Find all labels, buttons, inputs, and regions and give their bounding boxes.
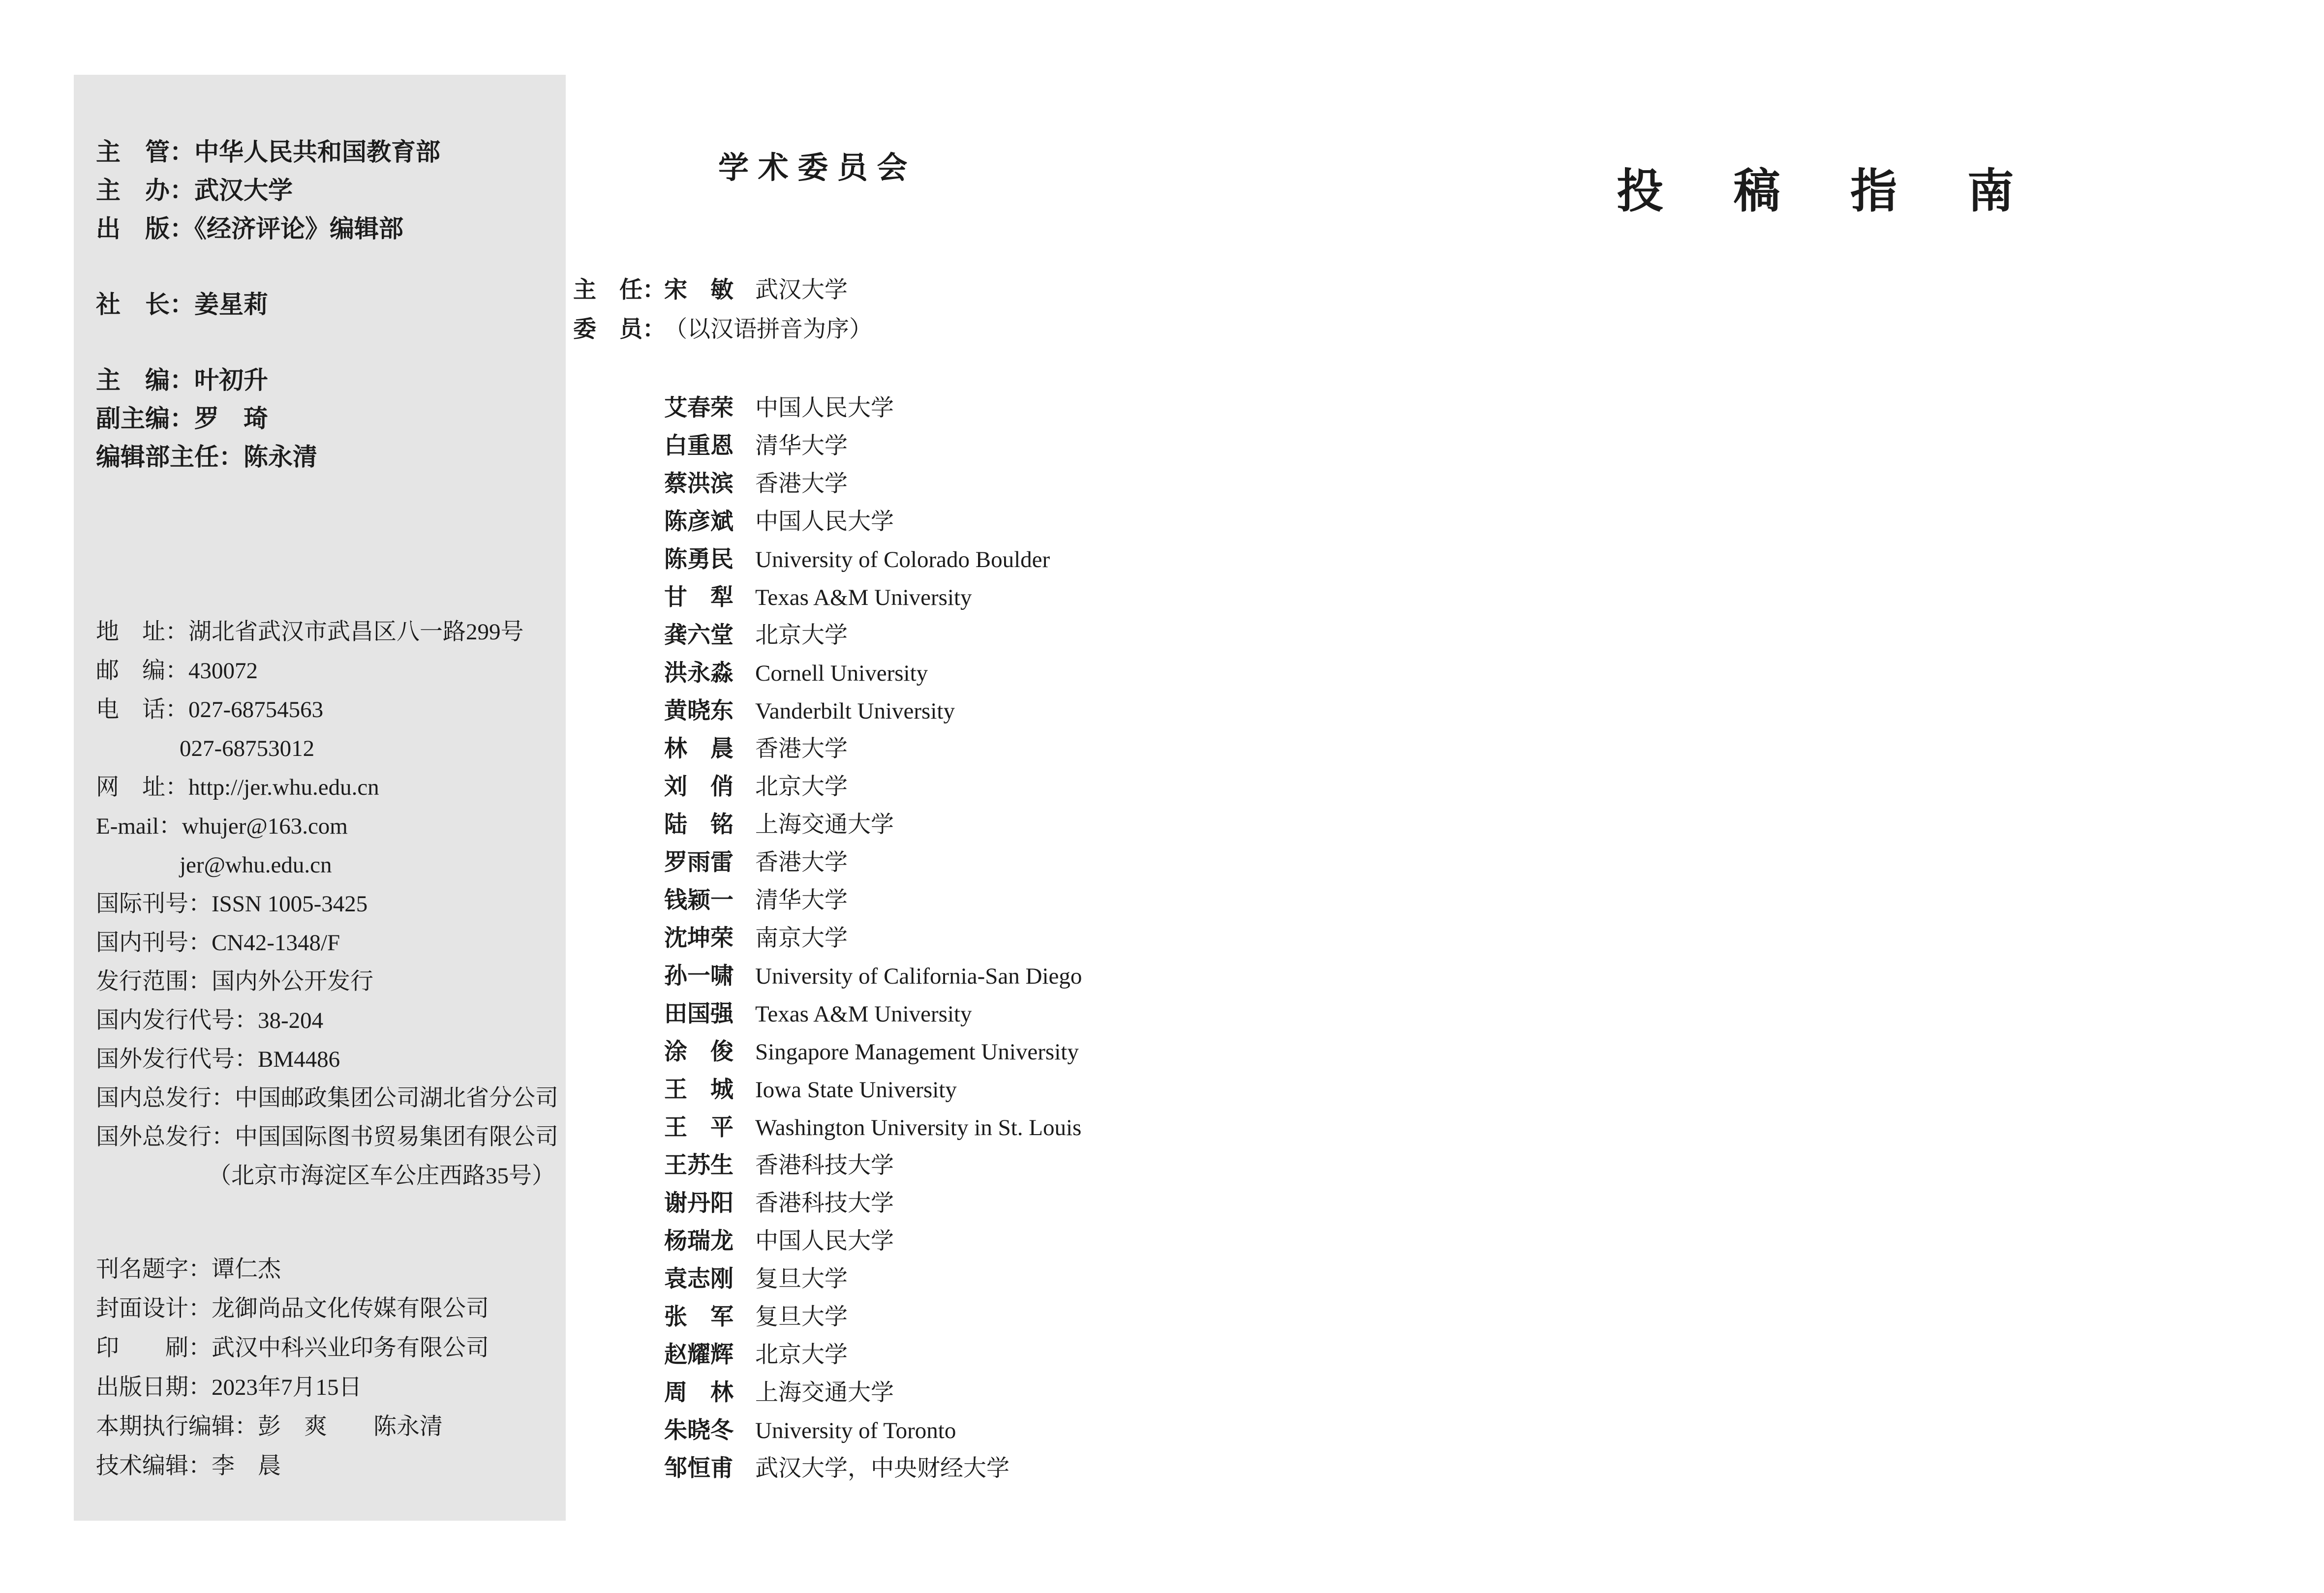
info-row <box>96 133 551 171</box>
info-value: 027-68754563 <box>188 697 324 722</box>
colon: ： <box>235 1008 258 1033</box>
member-affiliation: 中国人民大学 <box>755 509 894 535</box>
committee-member-row <box>573 806 1341 844</box>
committee-member-row <box>573 655 1341 692</box>
info-row <box>96 924 551 962</box>
member-name: 杨瑞龙 <box>664 1228 734 1254</box>
chair-label: 主 任： <box>573 277 666 303</box>
info-value: 中华人民共和国教育部 <box>194 138 440 166</box>
info-value: 中国国际图书贸易集团有限公司 <box>235 1124 558 1150</box>
committee-member-row <box>573 390 1341 427</box>
colon: ： <box>188 891 212 917</box>
info-value: 国内外公开发行 <box>212 969 373 994</box>
member-affiliation: Vanderbilt University <box>755 698 955 724</box>
colon: ： <box>165 619 188 645</box>
committee-member-row <box>573 1185 1341 1223</box>
info-value: 彭 爽 陈永清 <box>258 1414 443 1440</box>
member-name: 田国强 <box>664 1001 734 1027</box>
info-row <box>96 1407 551 1446</box>
info-label: 国内发行代号 <box>96 1008 235 1033</box>
committee-member-row <box>573 1261 1341 1298</box>
info-value: CN42-1348/F <box>212 930 340 956</box>
info-row <box>96 1118 558 1157</box>
info-label: E-mail <box>96 813 159 839</box>
info-label: 国外发行代号 <box>96 1047 235 1072</box>
production-credits-block <box>96 1250 551 1486</box>
info-value: 430072 <box>188 658 258 684</box>
info-label: 电 话 <box>96 697 165 722</box>
info-label: 本期执行编辑 <box>96 1414 235 1440</box>
info-label: 主 办 <box>96 177 170 204</box>
member-affiliation: 香港大学 <box>755 471 848 497</box>
academic-committee <box>573 128 1341 1488</box>
member-affiliation: Cornell University <box>755 660 928 686</box>
committee-member-row <box>573 617 1341 655</box>
info-row <box>96 1001 551 1040</box>
committee-member-row <box>573 1298 1341 1336</box>
member-name: 谢丹阳 <box>664 1190 734 1216</box>
colon: ： <box>235 1047 258 1072</box>
member-name: 洪永淼 <box>664 660 734 686</box>
info-row <box>96 846 551 885</box>
member-affiliation: Texas A&M University <box>755 584 972 610</box>
member-name: 赵耀辉 <box>664 1342 734 1368</box>
info-label: 国内刊号 <box>96 930 188 956</box>
committee-member-row <box>573 882 1341 920</box>
member-affiliation: 清华大学 <box>755 887 848 913</box>
info-value: 谭仁杰 <box>212 1257 281 1282</box>
info-value: 李 晨 <box>212 1453 281 1479</box>
colon: ： <box>165 697 188 722</box>
info-value: jer@whu.edu.cn <box>180 852 332 878</box>
contact-publication-block <box>96 613 558 1196</box>
colon: ： <box>170 291 194 318</box>
member-affiliation: 南京大学 <box>755 925 848 951</box>
committee-member-row <box>573 1071 1341 1109</box>
committee-chair-row <box>573 271 1341 310</box>
info-label: 国外总发行 <box>96 1124 212 1150</box>
info-value: 湖北省武汉市武昌区八一路299号 <box>188 619 524 645</box>
chair-affiliation: 武汉大学 <box>755 277 848 303</box>
info-label: 地 址 <box>96 619 165 645</box>
member-name: 白重恩 <box>664 433 734 459</box>
member-name: 罗雨雷 <box>664 849 734 875</box>
colon: ： <box>235 1414 258 1440</box>
info-value: 38-204 <box>258 1008 324 1033</box>
member-affiliation: 北京大学 <box>755 774 848 800</box>
info-value: whujer@163.com <box>182 813 348 839</box>
member-affiliation: University of Toronto <box>755 1417 956 1443</box>
member-affiliation: Texas A&M University <box>755 1001 972 1027</box>
info-value: BM4486 <box>258 1047 340 1072</box>
committee-member-row <box>573 995 1341 1033</box>
member-affiliation: 香港科技大学 <box>755 1152 894 1178</box>
member-name: 邹恒甫 <box>664 1455 734 1481</box>
committee-member-row <box>573 1223 1341 1261</box>
info-row <box>96 1289 551 1328</box>
info-label: 邮 编 <box>96 658 165 684</box>
info-value: ISSN 1005-3425 <box>212 891 368 917</box>
info-label: 刊名题字 <box>96 1257 188 1282</box>
info-label: 主 管 <box>96 138 170 166</box>
colon: ： <box>158 813 182 839</box>
info-row <box>96 768 551 807</box>
colon: ： <box>188 1296 212 1322</box>
info-row <box>96 1040 551 1079</box>
submission-guide <box>1373 127 2258 256</box>
info-row <box>96 691 551 729</box>
committee-member-row <box>573 541 1341 579</box>
committee-member-row <box>573 1033 1341 1071</box>
info-label: 国际刊号 <box>96 891 188 917</box>
info-label: 出版日期 <box>96 1375 188 1400</box>
member-name: 黄晓东 <box>664 698 734 724</box>
info-row <box>96 807 551 846</box>
publisher-info-panel <box>74 75 566 1521</box>
colon: ： <box>188 1257 212 1282</box>
info-row <box>96 171 551 210</box>
member-name: 钱颖一 <box>664 887 734 913</box>
committee-member-row <box>573 1412 1341 1450</box>
member-affiliation: 中国人民大学 <box>755 1228 894 1254</box>
info-row <box>96 885 551 924</box>
member-affiliation: 复旦大学 <box>755 1266 848 1292</box>
info-value: http://jer.whu.edu.cn <box>188 775 379 800</box>
member-affiliation: 中国人民大学 <box>755 395 894 421</box>
info-label: 技术编辑 <box>96 1453 188 1479</box>
committee-member-row <box>573 1109 1341 1147</box>
colon: ： <box>188 930 212 956</box>
colon: ： <box>165 775 188 800</box>
info-row <box>96 962 551 1001</box>
committee-member-row <box>573 503 1341 541</box>
info-label: 封面设计 <box>96 1296 188 1322</box>
info-label: 出 版 <box>96 215 170 242</box>
colon: ： <box>170 366 194 394</box>
info-value: 叶初升 <box>194 366 268 394</box>
member-name: 刘 俏 <box>664 774 734 800</box>
info-label: 主 编 <box>96 366 170 394</box>
member-name: 王 城 <box>664 1077 734 1103</box>
info-row <box>96 210 551 248</box>
committee-member-row <box>573 1374 1341 1412</box>
info-row <box>96 361 551 399</box>
member-name: 陈勇民 <box>664 546 734 572</box>
info-label: 发行范围 <box>96 969 188 994</box>
member-name: 龚六堂 <box>664 622 734 648</box>
colon: ： <box>188 1335 212 1361</box>
member-affiliation: University of California-San Diego <box>755 963 1082 989</box>
info-label: 社 长 <box>96 291 170 318</box>
member-affiliation: Singapore Management University <box>755 1039 1079 1065</box>
info-row <box>96 652 551 691</box>
info-value: 姜星莉 <box>194 291 268 318</box>
member-name: 蔡洪滨 <box>664 471 734 497</box>
colon: ： <box>188 1375 212 1400</box>
committee-member-row <box>573 768 1341 806</box>
member-name: 甘 犁 <box>664 584 734 610</box>
info-value: 陈永清 <box>244 443 317 471</box>
members-order-note: （以汉语拼音为序） <box>664 316 872 342</box>
info-row <box>96 1157 555 1196</box>
colon: ： <box>170 215 194 242</box>
info-label: 印 刷 <box>96 1335 188 1361</box>
info-value: 武汉中科兴业印务有限公司 <box>212 1335 489 1361</box>
committee-member-row <box>573 1336 1341 1374</box>
committee-member-row <box>573 958 1341 995</box>
info-row <box>96 438 551 476</box>
info-row <box>96 1250 551 1289</box>
info-label: 国内总发行 <box>96 1085 212 1111</box>
colon: ： <box>170 177 194 204</box>
masthead-staff-block <box>96 133 551 476</box>
info-value: 武汉大学 <box>194 177 293 204</box>
colon: ： <box>219 443 244 471</box>
member-affiliation: 上海交通大学 <box>755 812 894 838</box>
chair-name: 宋 敏 <box>664 277 734 303</box>
colon: ： <box>212 1085 235 1111</box>
member-affiliation: 香港大学 <box>755 736 848 762</box>
committee-member-row <box>573 1450 1341 1488</box>
info-row <box>96 1328 551 1368</box>
member-affiliation: 上海交通大学 <box>755 1380 894 1406</box>
info-label: 网 址 <box>96 775 165 800</box>
colon: ： <box>170 138 194 166</box>
member-name: 周 林 <box>664 1380 734 1406</box>
member-name: 王苏生 <box>664 1152 734 1178</box>
info-row <box>96 729 551 768</box>
committee-member-row <box>573 579 1341 617</box>
colon: ： <box>170 405 194 432</box>
committee-member-row <box>573 465 1341 503</box>
member-affiliation: 北京大学 <box>755 622 848 648</box>
member-name: 艾春荣 <box>664 395 734 421</box>
member-name: 袁志刚 <box>664 1266 734 1292</box>
member-name: 朱晓冬 <box>664 1417 734 1443</box>
info-value: （北京市海淀区车公庄西路35号） <box>208 1163 555 1189</box>
info-label: 副主编 <box>96 405 170 432</box>
members-label: 委 员： <box>573 316 666 342</box>
member-name: 孙一啸 <box>664 963 734 989</box>
member-name: 王 平 <box>664 1114 734 1141</box>
committee-member-row <box>573 692 1341 730</box>
info-value: 龙御尚品文化传媒有限公司 <box>212 1296 489 1322</box>
info-row <box>96 399 551 438</box>
member-affiliation: 复旦大学 <box>755 1304 848 1330</box>
committee-member-row <box>573 730 1341 768</box>
colon: ： <box>188 969 212 994</box>
member-name: 陆 铭 <box>664 812 734 838</box>
member-affiliation: 香港科技大学 <box>755 1190 894 1216</box>
committee-member-row <box>573 844 1341 882</box>
committee-member-row <box>573 920 1341 958</box>
committee-member-list <box>573 390 1341 1488</box>
member-name: 沈坤荣 <box>664 925 734 951</box>
info-row <box>96 1446 551 1486</box>
info-row <box>96 1368 551 1407</box>
member-name: 涂 俊 <box>664 1039 734 1065</box>
member-affiliation: 香港大学 <box>755 849 848 875</box>
info-value: 中国邮政集团公司湖北省分公司 <box>235 1085 558 1111</box>
committee-member-row <box>573 1147 1341 1185</box>
colon: ： <box>165 658 188 684</box>
info-label: 编辑部主任 <box>96 443 219 471</box>
committee-head <box>573 271 1341 349</box>
info-value: 027-68753012 <box>180 736 315 761</box>
info-row <box>96 1079 558 1118</box>
info-value: 《经济评论》编辑部 <box>194 215 403 242</box>
guide-title: 投稿指南 <box>1617 165 2084 217</box>
committee-title: 学术委员会 <box>718 151 917 185</box>
info-row <box>96 285 551 324</box>
member-affiliation: Iowa State University <box>755 1077 957 1103</box>
committee-members-label-row <box>573 310 1341 349</box>
committee-member-row <box>573 427 1341 465</box>
member-affiliation: 武汉大学，中央财经大学 <box>755 1455 1009 1481</box>
member-affiliation: University of Colorado Boulder <box>755 546 1050 572</box>
info-value: 罗 琦 <box>194 405 268 432</box>
colon: ： <box>212 1124 235 1150</box>
member-affiliation: 清华大学 <box>755 433 848 459</box>
member-name: 张 军 <box>664 1304 734 1330</box>
member-name: 陈彦斌 <box>664 509 734 535</box>
info-row <box>96 613 551 652</box>
info-value: 2023年7月15日 <box>212 1375 362 1400</box>
member-name: 林 晨 <box>664 736 734 762</box>
member-affiliation: Washington University in St. Louis <box>755 1114 1082 1141</box>
colon: ： <box>188 1453 212 1479</box>
member-affiliation: 北京大学 <box>755 1342 848 1368</box>
